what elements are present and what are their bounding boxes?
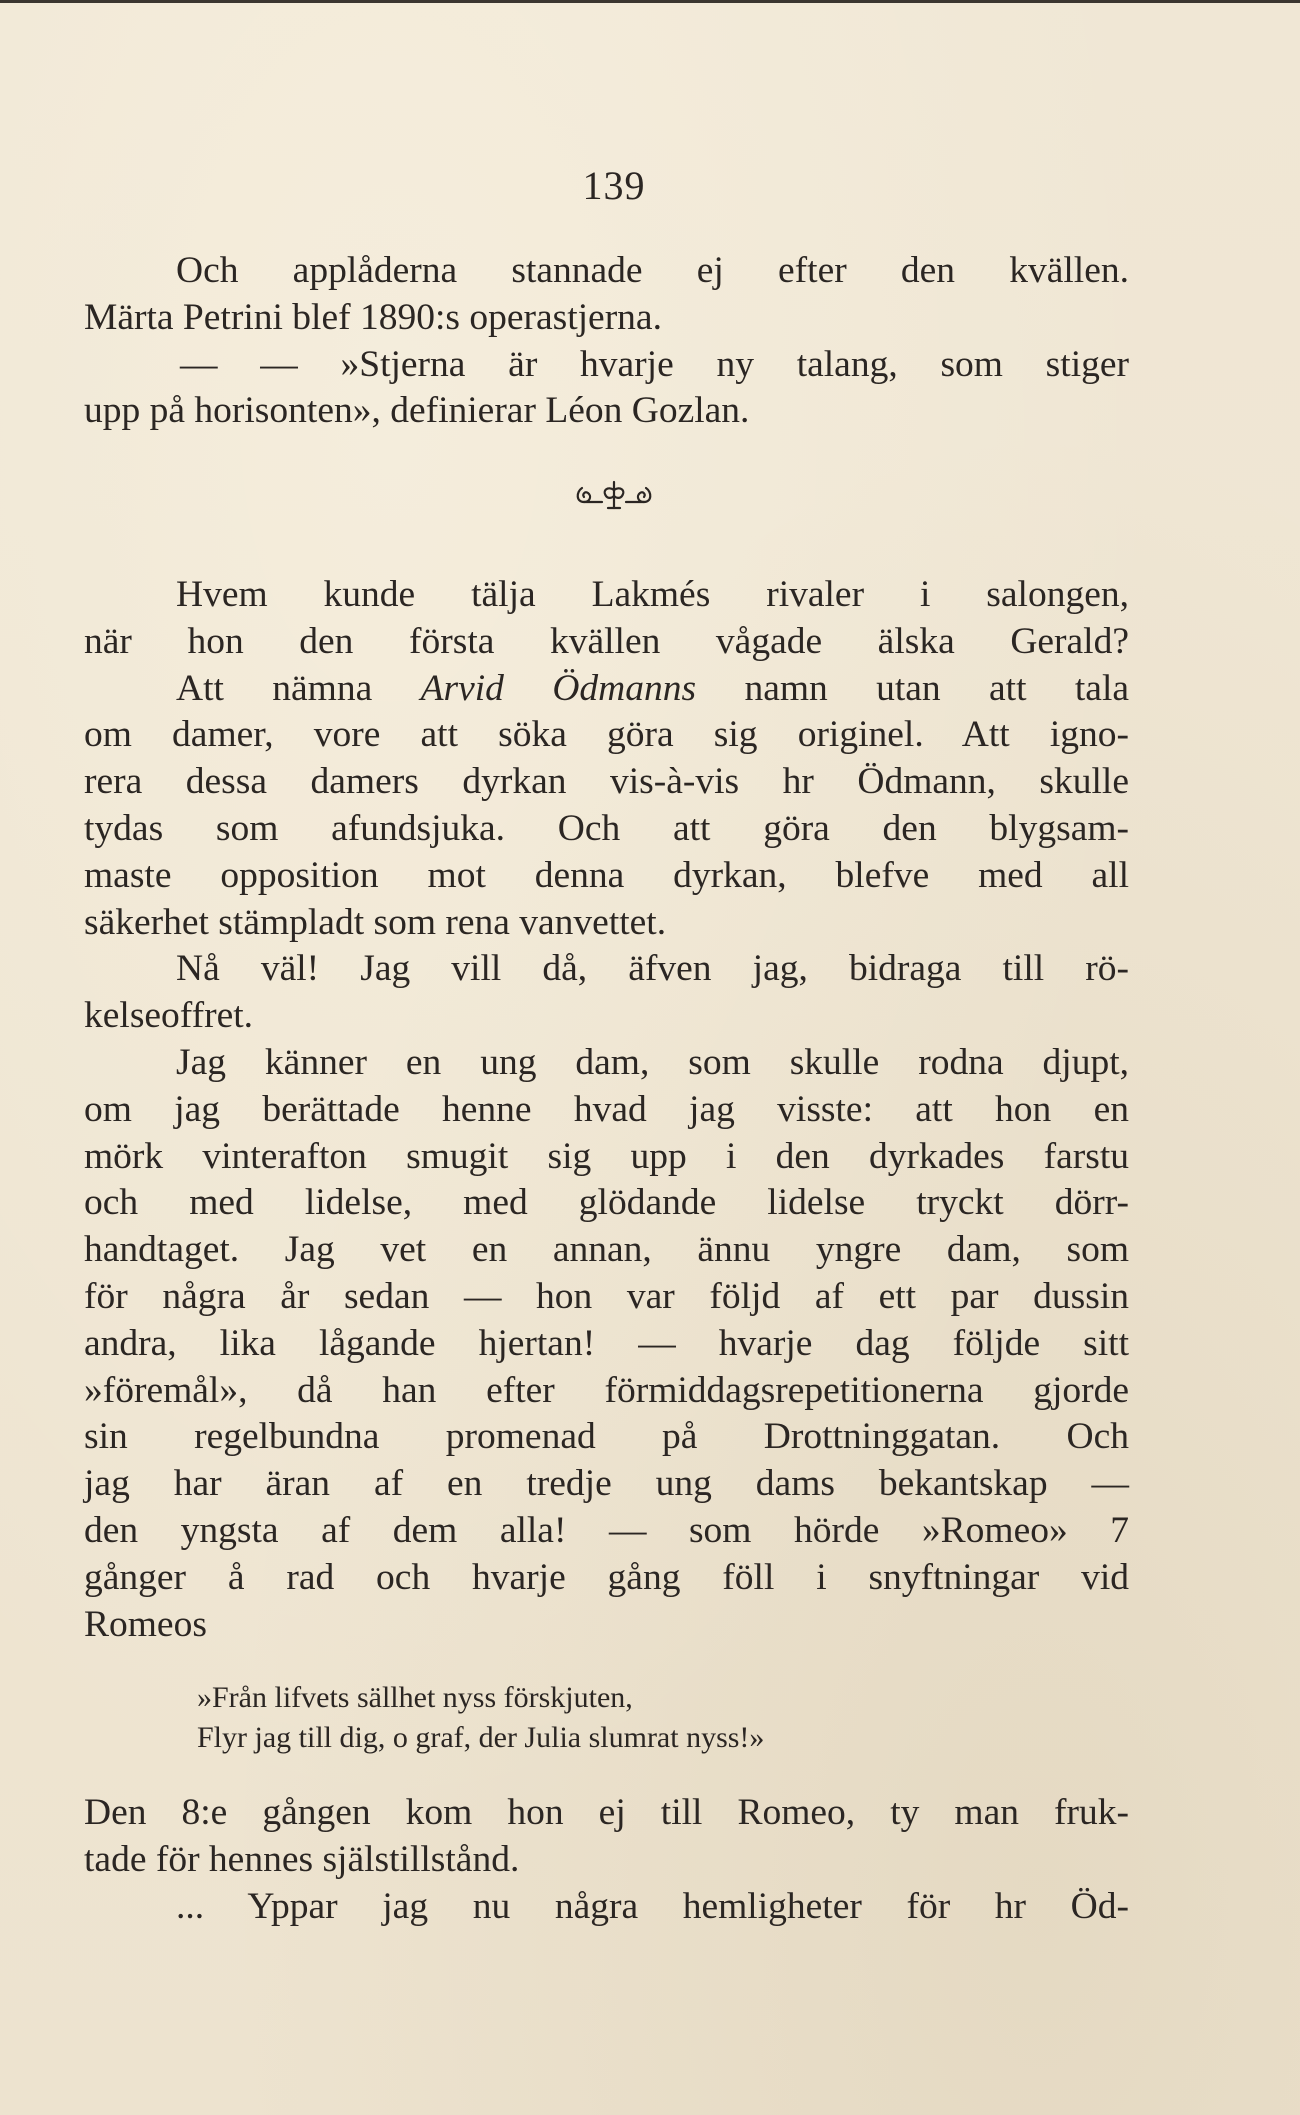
text-line: Jag känner en ung dam, som skulle rodna djupt, [176,1041,1129,1083]
text-line: tydas som afundsjuka. Och att göra den blygsam- [84,807,1129,849]
text-line: Och applåderna stannade ej efter den kvällen. [176,250,1129,291]
text-line: säkerhet stämpladt som rena vanvettet. [84,901,667,943]
text-line: den yngsta af dem alla! — som hörde »Romeo» 7 [84,1509,1129,1551]
text-segment: namn utan att tala [696,667,1130,709]
emphasis-name: Arvid [420,667,504,709]
text-line: för några år sedan — hon var följd af ett par dussin [84,1275,1129,1317]
text-line: Romeos [84,1603,207,1645]
text-line: maste opposition mot denna dyrkan, blefve med all [84,854,1129,896]
text-line: kelseoffret. [84,995,254,1037]
paragraph-block-3 [84,1790,1129,1930]
verse-line: »Från lifvets sällhet nyss förskjuten, [197,1681,633,1714]
paragraph-block-2 [84,572,1129,1648]
text-line: rera dessa damers dyrkan vis-à-vis hr Ödmann, skulle [84,761,1129,803]
ornament-icon [0,478,1228,514]
text-line: ... Yppar jag nu några hemligheter för hr Öd- [176,1885,1129,1927]
text-line: om jag berättade henne hvad jag visste: att hon en [84,1088,1129,1130]
page-number: 139 [582,163,646,208]
paragraph-block-1 [84,248,1129,435]
text-line: — — »Stjerna är hvarje ny talang, som stiger [180,343,1129,385]
text-line: »föremål», då han efter förmiddagsrepetitionerna gjorde [84,1369,1129,1411]
verse-line: Flyr jag till dig, o graf, der Julia slumrat nyss!» [197,1721,765,1754]
text-line: och med lidelse, med glödande lidelse tryckt dörr- [84,1182,1129,1224]
text-line: Nå väl! Jag vill då, äfven jag, bidraga till rö- [176,948,1129,990]
text-line: om damer, vore att söka göra sig originel. Att igno- [84,714,1129,756]
text-line: Märta Petrini blef 1890:s operastjerna. [84,296,662,338]
text-line: sin regelbundna promenad på Drottninggatan. Och [84,1416,1129,1458]
text-line: andra, lika lågande hjertan! — hvarje dag följde sitt [84,1322,1129,1364]
text-line [84,666,1129,713]
emphasis-name: Ödmanns [552,667,697,709]
text-line: Hvem kunde tälja Lakmés rivaler i salongen, [176,574,1129,615]
verse-quote [197,1678,1017,1758]
page-top-edge [0,0,1300,3]
text-line: när hon den första kvällen vågade älska Gerald? [84,620,1129,662]
text-line: jag har äran af en tredje ung dams bekantskap — [84,1463,1129,1505]
text-segment [504,668,552,709]
text-segment: Att nämna [176,667,421,709]
text-line: gånger å rad och hvarje gång föll i snyftningar vid [84,1556,1129,1598]
text-line: handtaget. Jag vet en annan, ännu yngre dam, som [84,1229,1129,1271]
text-line: Den 8:e gången kom hon ej till Romeo, ty man fruk- [84,1792,1129,1833]
text-line: tade för hennes själstillstånd. [84,1838,520,1880]
text-line: mörk vinterafton smugit sig upp i den dyrkades farstu [84,1135,1129,1177]
text-line: upp på horisonten», definierar Léon Gozlan. [84,390,750,432]
